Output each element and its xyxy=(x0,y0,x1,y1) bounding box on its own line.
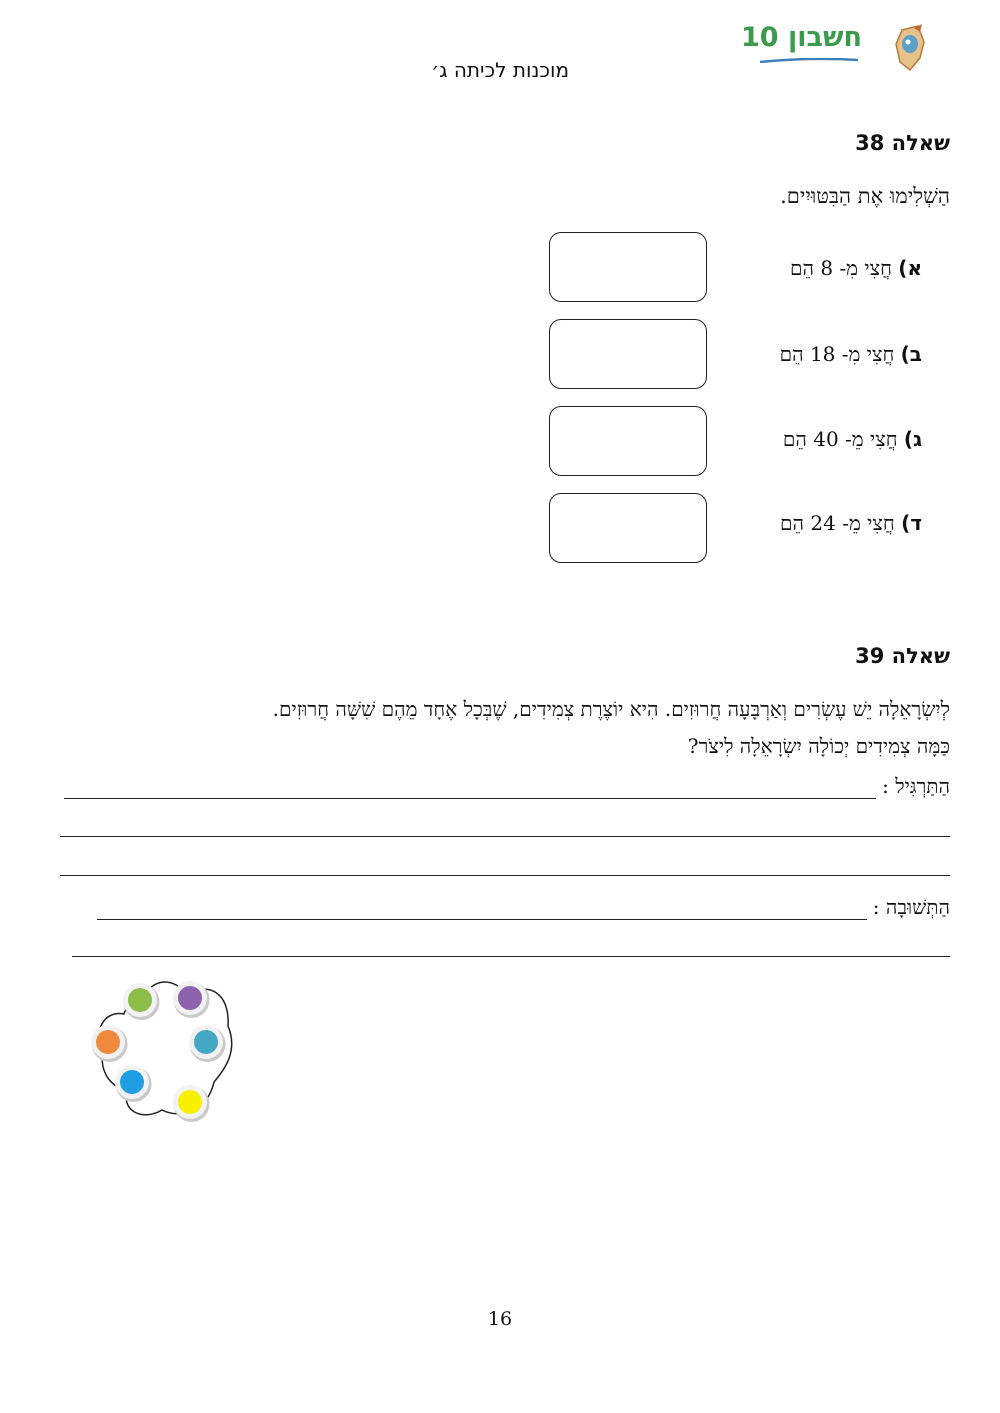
question-39-text-line2: כַּמָּה צְמִידִים יְכוֹלָה יִשְׂרָאֵלָה לִיצֹר? xyxy=(687,734,950,758)
question-39-text-line1: לְיִשְׂרָאֵלָה יֵשׁ עֶשְׂרִים וְאַרְבָּעָה חֲרוּזִים. הִיא יוֹצֶרֶת צְמִידִים, שֶׁבְּכָל אֶחָד מֵהֶם שִׁשָּׁה חֲרוּזִים. xyxy=(272,697,950,721)
bead xyxy=(128,988,152,1012)
item-d-letter: ד) xyxy=(901,511,922,535)
answer-label: הַתְּשׁוּבָה : xyxy=(872,895,950,919)
question-38-instruction: הַשְׁלִימוּ אֶת הַבִּטּוּיִים. xyxy=(780,184,950,208)
item-a-text: חֲצִי מִ- 8 הֵם xyxy=(789,256,892,280)
page-number: 16 xyxy=(487,1308,513,1330)
item-b xyxy=(780,342,922,367)
writing-line[interactable] xyxy=(72,956,950,957)
answer-box-b[interactable] xyxy=(549,319,707,389)
question-38-title: שאלה 38 xyxy=(855,131,950,155)
item-b-text: חֲצִי מִ- 18 הֵם xyxy=(779,342,895,366)
writing-line[interactable] xyxy=(60,875,950,876)
answer-line[interactable] xyxy=(97,919,867,920)
answer-box-c[interactable] xyxy=(549,406,707,476)
item-a-letter: א) xyxy=(898,256,922,280)
bead xyxy=(194,1030,218,1054)
item-c xyxy=(783,427,922,452)
bead xyxy=(96,1030,120,1054)
bracelet-illustration xyxy=(80,970,250,1130)
exercise-row xyxy=(50,774,950,799)
worksheet-subtitle: מוכנות לכיתה ג׳ xyxy=(430,58,570,82)
exercise-line[interactable] xyxy=(64,798,876,799)
item-c-letter: ג) xyxy=(903,427,922,451)
answer-box-a[interactable] xyxy=(549,232,707,302)
answer-row xyxy=(50,895,950,920)
item-d-text: חֲצִי מֵ- 24 הֵם xyxy=(780,511,895,535)
item-b-letter: ב) xyxy=(900,342,922,366)
bead xyxy=(178,1090,202,1114)
item-c-text: חֲצִי מֵ- 40 הֵם xyxy=(782,427,898,451)
item-a xyxy=(790,256,922,281)
bead xyxy=(178,986,202,1010)
brand-text: חשבון 10 xyxy=(740,22,862,53)
brand-logo xyxy=(740,22,862,66)
exercise-label: הַתַּרְגִּיל : xyxy=(882,774,950,798)
writing-line[interactable] xyxy=(60,836,950,837)
question-39-title: שאלה 39 xyxy=(855,644,950,668)
bead xyxy=(120,1070,144,1094)
mascot-icon xyxy=(892,22,928,72)
answer-box-d[interactable] xyxy=(549,493,707,563)
item-d xyxy=(780,511,922,536)
brand-underline xyxy=(760,58,858,63)
